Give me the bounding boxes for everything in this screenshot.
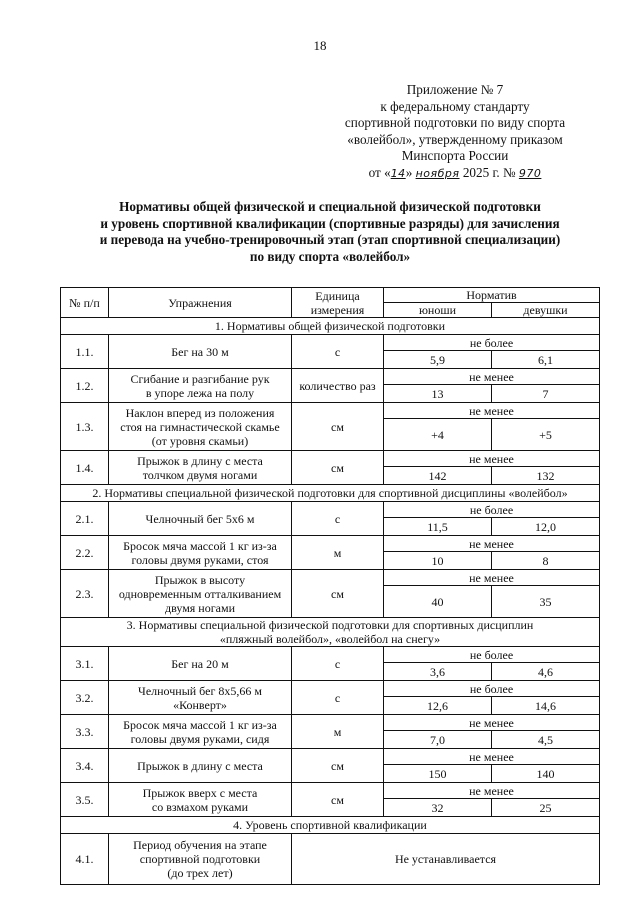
girls-value: 14,6 <box>492 697 600 715</box>
date-prefix: от « <box>368 164 391 180</box>
exercise-cell <box>109 749 292 783</box>
girls-value: 4,6 <box>492 663 600 681</box>
exercise-line: Прыжок в высоту <box>154 572 246 587</box>
row-number: 3.2. <box>61 681 109 715</box>
exercise-line: одновременным отталкиванием <box>118 586 282 601</box>
condition-cell: не менее <box>384 570 600 586</box>
exercise-cell <box>109 369 292 403</box>
section-title: 4. Уровень спортивной квалификации <box>61 817 600 834</box>
unit-cell: с <box>292 647 384 681</box>
boys-value: 40 <box>384 586 492 618</box>
unit-cell: с <box>292 681 384 715</box>
handwritten-day: 14 <box>390 166 406 180</box>
boys-value: 7,0 <box>384 731 492 749</box>
exercise-cell <box>109 834 292 885</box>
row-number: 3.5. <box>61 783 109 817</box>
exercise-line: в упоре лежа на полу <box>145 385 255 400</box>
table-header-row <box>61 288 600 303</box>
header-unit: Единица измерения <box>292 288 384 318</box>
row-number: 3.4. <box>61 749 109 783</box>
table-row <box>61 403 600 419</box>
unit-cell: м <box>292 715 384 749</box>
unit-cell: м <box>292 536 384 570</box>
table-row <box>61 715 600 731</box>
unit-cell: с <box>292 502 384 536</box>
title-line: по виду спорта «волейбол» <box>249 248 411 264</box>
header-boys: юноши <box>384 303 492 318</box>
appendix-line: спортивной подготовки по виду спорта <box>344 115 566 130</box>
appendix-line: «волейбол», утвержденному приказом <box>347 131 563 147</box>
section-title-line: «пляжный волейбол», «волейбол на снегу» <box>219 632 441 646</box>
norms-table <box>60 287 600 885</box>
value-cell: Не устанавливается <box>292 834 600 885</box>
header-num: № п/п <box>61 288 109 318</box>
boys-value: 10 <box>384 552 492 570</box>
exercise-cell <box>109 502 292 536</box>
row-number: 1.2. <box>61 369 109 403</box>
table-row <box>61 369 600 385</box>
unit-cell: см <box>292 403 384 451</box>
appendix-block <box>330 82 580 182</box>
girls-value: 7 <box>492 385 600 403</box>
boys-value: 5,9 <box>384 351 492 369</box>
girls-value: 8 <box>492 552 600 570</box>
boys-value: 150 <box>384 765 492 783</box>
exercise-cell <box>109 570 292 618</box>
unit-cell: количество раз <box>292 369 384 403</box>
condition-cell: не менее <box>384 536 600 552</box>
table-row <box>61 834 600 885</box>
exercise-cell <box>109 681 292 715</box>
exercise-cell <box>109 403 292 451</box>
exercise-line: (до трех лет) <box>167 866 233 880</box>
unit-cell: см <box>292 783 384 817</box>
girls-value: 12,0 <box>492 518 600 536</box>
header-norm: Норматив <box>384 288 600 303</box>
exercise-line: спортивной подготовки <box>139 852 261 866</box>
exercise-line: Челночный бег 5х6 м <box>145 511 255 526</box>
table-row <box>61 570 600 586</box>
row-number: 3.1. <box>61 647 109 681</box>
order-date-line <box>330 165 580 183</box>
exercise-line: Бросок мяча массой 1 кг из-за <box>123 717 277 732</box>
header-girls: девушки <box>492 303 600 318</box>
exercise-line: головы двумя руками, сидя <box>130 731 270 746</box>
table-row <box>61 502 600 518</box>
boys-value: 13 <box>384 385 492 403</box>
document-title <box>60 199 600 265</box>
row-number: 2.3. <box>61 570 109 618</box>
boys-value: 3,6 <box>384 663 492 681</box>
row-number: 4.1. <box>61 834 109 885</box>
exercise-cell <box>109 536 292 570</box>
appendix-line: Минспорта России <box>401 148 509 163</box>
boys-value: +4 <box>384 419 492 451</box>
exercise-line: Наклон вперед из положения <box>125 405 275 420</box>
row-number: 1.3. <box>61 403 109 451</box>
table-row <box>61 681 600 697</box>
condition-cell: не менее <box>384 715 600 731</box>
boys-value: 12,6 <box>384 697 492 715</box>
row-number: 1.4. <box>61 451 109 485</box>
exercise-line: «Конверт» <box>173 697 227 712</box>
exercise-cell <box>109 715 292 749</box>
condition-cell: не менее <box>384 783 600 799</box>
girls-value: 4,5 <box>492 731 600 749</box>
exercise-cell <box>109 451 292 485</box>
title-line: Нормативы общей физической и специальной физической подготовки <box>119 199 541 214</box>
condition-cell: не менее <box>384 369 600 385</box>
exercise-line: Прыжок в длину с места <box>137 758 263 773</box>
exercise-line: Прыжок вверх с места <box>142 785 258 800</box>
boys-value: 32 <box>384 799 492 817</box>
row-number: 3.3. <box>61 715 109 749</box>
exercise-line: Бег на 20 м <box>171 656 229 671</box>
table-row <box>61 647 600 663</box>
section-title: 1. Нормативы общей физической подготовки <box>61 318 600 335</box>
exercise-line: Прыжок в длину с места <box>137 453 263 468</box>
section-row <box>61 618 600 647</box>
condition-cell: не более <box>384 681 600 697</box>
title-line: и перевода на учебно-тренировочный этап (этап спортивной специализации) <box>99 232 561 247</box>
exercise-line: Бег на 30 м <box>171 344 229 359</box>
exercise-line: двумя ногами <box>164 600 235 615</box>
table-row <box>61 749 600 765</box>
section-row <box>61 318 600 335</box>
unit-cell: см <box>292 570 384 618</box>
table-row <box>61 783 600 799</box>
unit-cell: с <box>292 335 384 369</box>
girls-value: 35 <box>492 586 600 618</box>
date-year: 2025 г. № <box>462 164 516 180</box>
title-line: и уровень спортивной квалификации (спортивные разряды) для зачисления <box>100 215 560 231</box>
unit-cell: см <box>292 451 384 485</box>
exercise-line: со взмахом руками <box>151 799 249 814</box>
header-exercise: Упражнения <box>109 288 292 318</box>
boys-value: 11,5 <box>384 518 492 536</box>
exercise-cell <box>109 647 292 681</box>
girls-value: +5 <box>492 419 600 451</box>
appendix-line: к федеральному стандарту <box>380 98 530 114</box>
exercise-line: стоя на гимнастической скамье <box>120 419 280 434</box>
girls-value: 6,1 <box>492 351 600 369</box>
exercise-cell <box>109 335 292 369</box>
table-row <box>61 536 600 552</box>
row-number: 1.1. <box>61 335 109 369</box>
girls-value: 25 <box>492 799 600 817</box>
table-row <box>61 451 600 467</box>
row-number: 2.1. <box>61 502 109 536</box>
row-number: 2.2. <box>61 536 109 570</box>
condition-cell: не менее <box>384 451 600 467</box>
date-mid: » <box>405 164 413 180</box>
exercise-line: толчком двумя ногами <box>142 467 258 482</box>
condition-cell: не более <box>384 335 600 351</box>
condition-cell: не менее <box>384 403 600 419</box>
section-title <box>61 618 600 647</box>
condition-cell: не более <box>384 647 600 663</box>
exercise-line: головы двумя руками, стоя <box>131 552 269 567</box>
exercise-line: (от уровня скамьи) <box>151 433 249 448</box>
section-title: 2. Нормативы специальной физической подготовки для спортивной дисциплины «волейбол» <box>61 485 600 502</box>
section-row <box>61 817 600 834</box>
page-number: 18 <box>313 38 327 53</box>
handwritten-month: ноября <box>415 166 460 180</box>
exercise-line: Бросок мяча массой 1 кг из-за <box>123 538 277 553</box>
girls-value: 132 <box>492 467 600 485</box>
unit-cell: см <box>292 749 384 783</box>
section-title-line: 3. Нормативы специальной физической подготовки для спортивных дисциплин <box>126 618 534 632</box>
handwritten-order-number: 970 <box>518 166 542 180</box>
condition-cell: не более <box>384 502 600 518</box>
appendix-line: Приложение № 7 <box>406 82 504 97</box>
section-row <box>61 485 600 502</box>
table-row <box>61 335 600 351</box>
condition-cell: не менее <box>384 749 600 765</box>
girls-value: 140 <box>492 765 600 783</box>
exercise-cell <box>109 783 292 817</box>
exercise-line: Сгибание и разгибание рук <box>130 371 270 386</box>
boys-value: 142 <box>384 467 492 485</box>
exercise-line: Челночный бег 8х5,66 м <box>138 683 262 698</box>
exercise-line: Период обучения на этапе <box>133 838 267 852</box>
